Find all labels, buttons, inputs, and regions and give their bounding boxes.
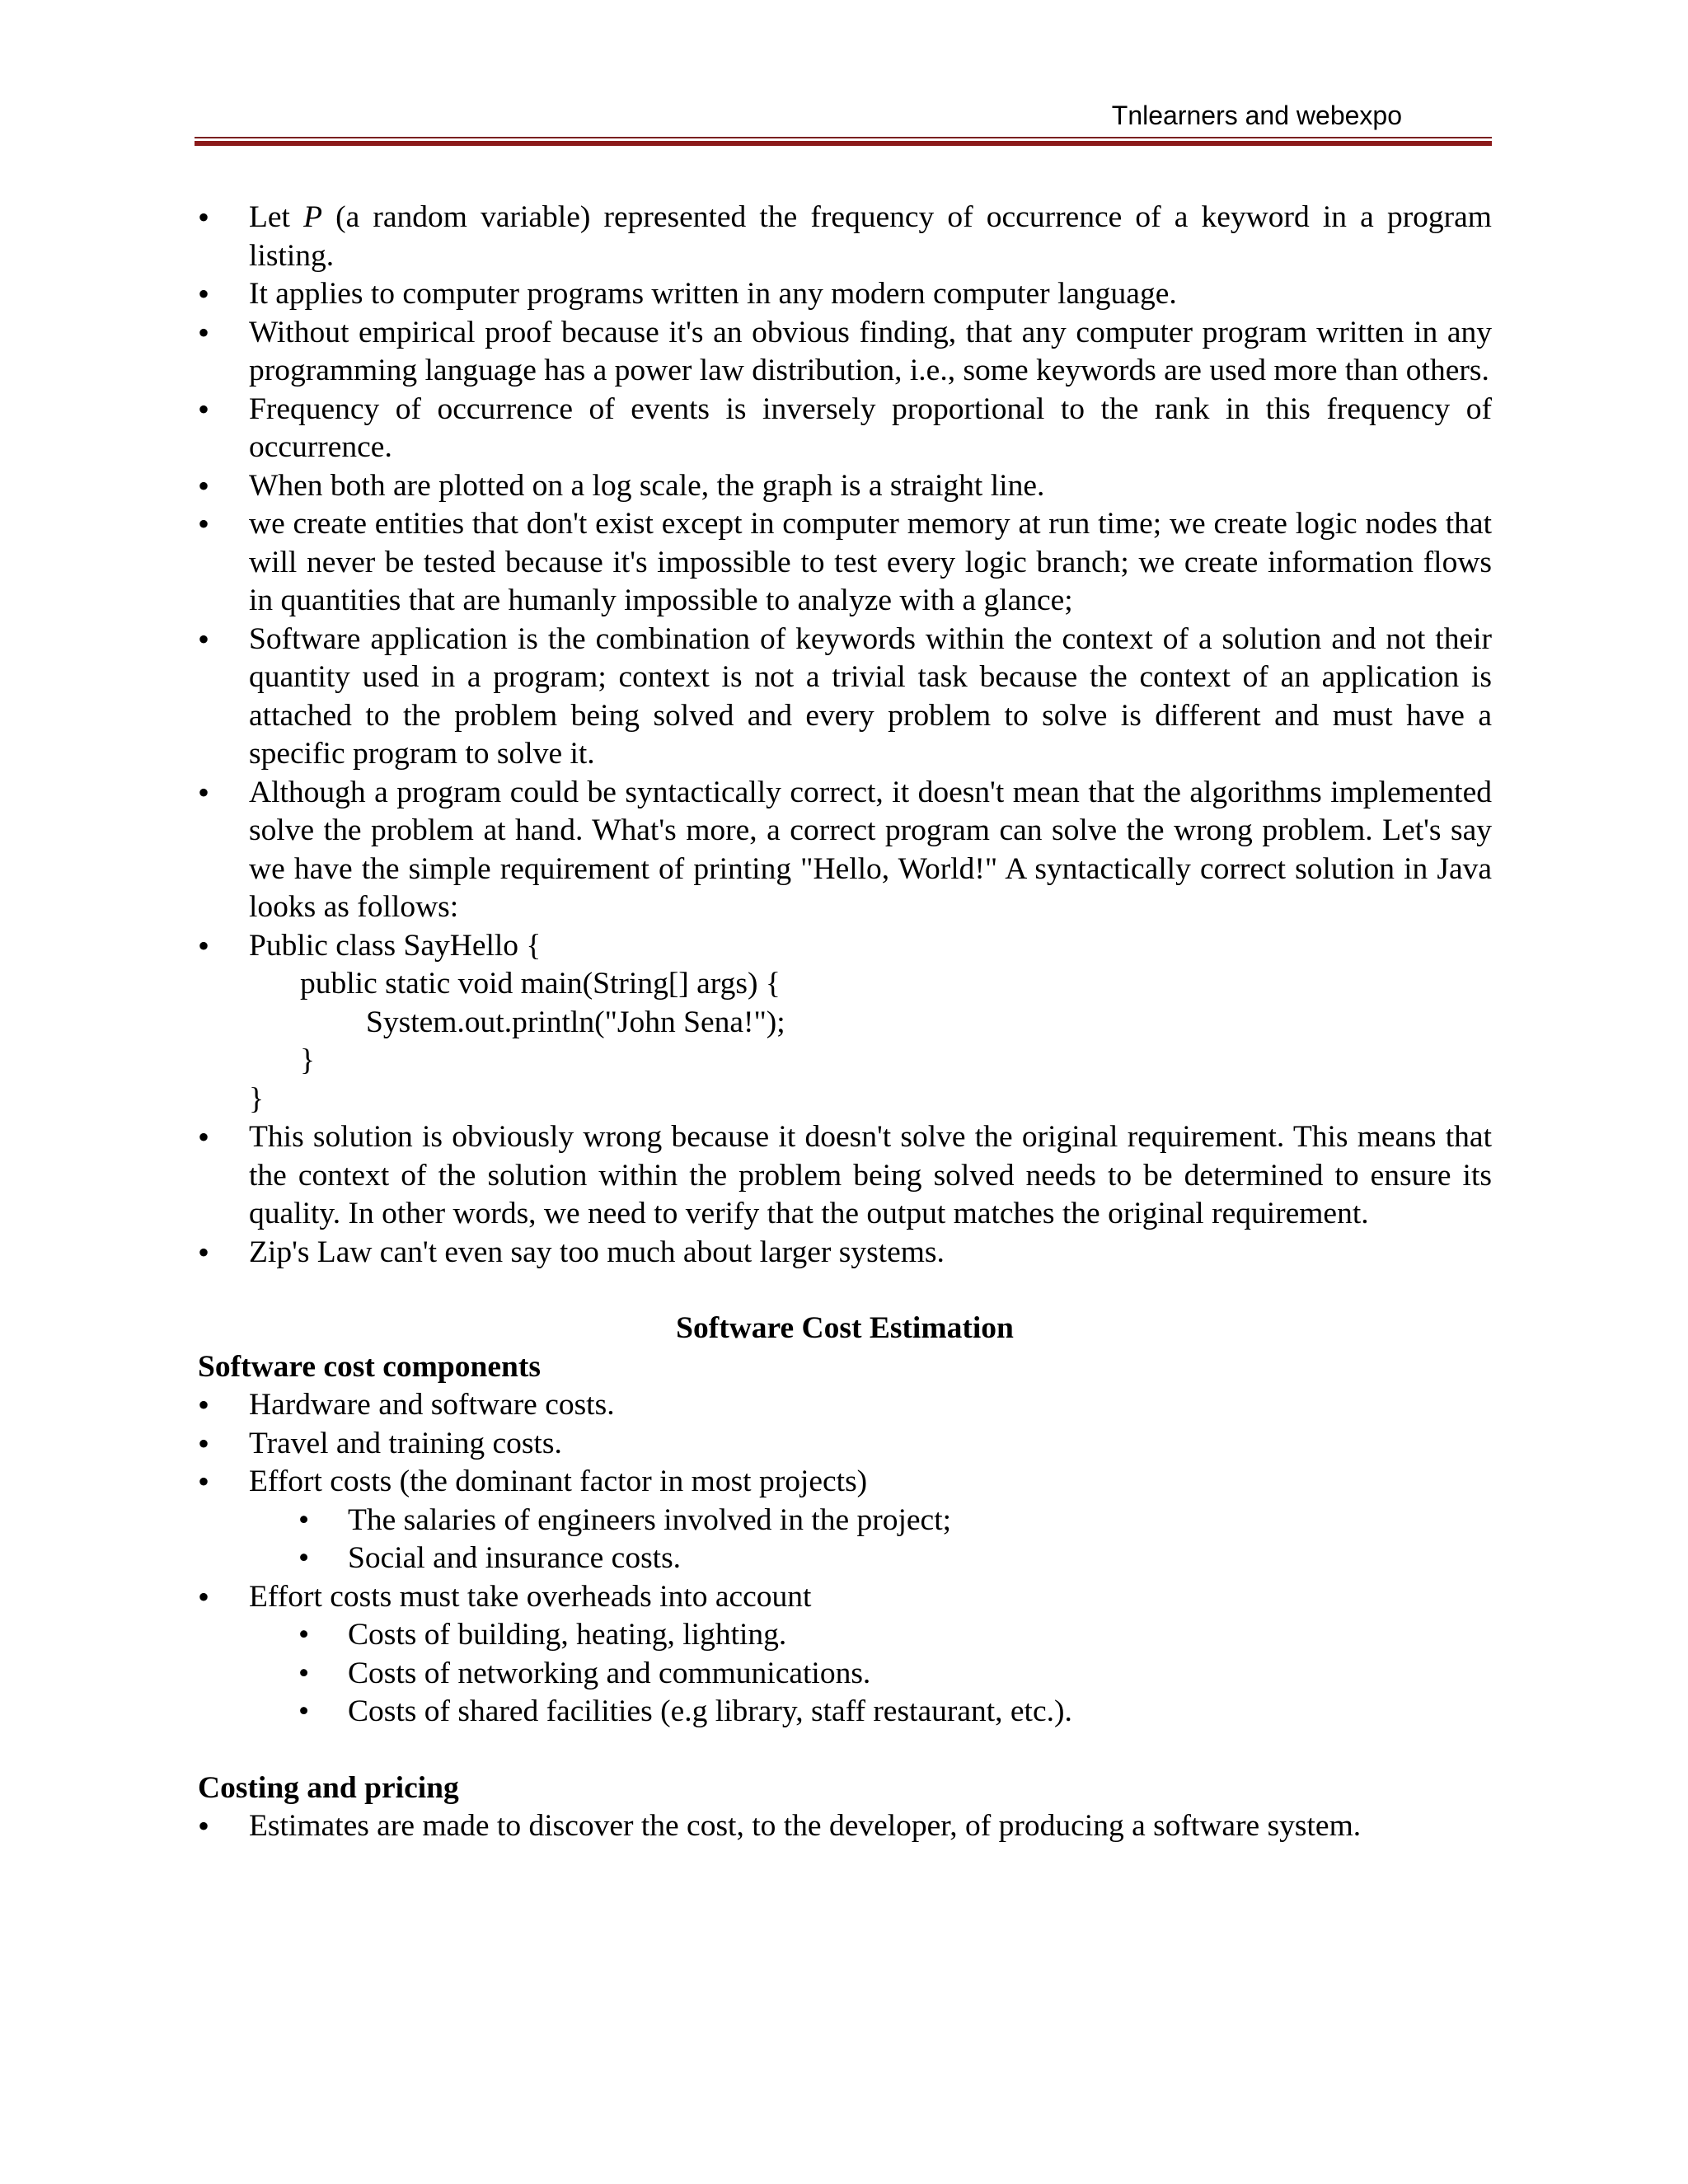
- spacer: [198, 1732, 1492, 1769]
- code-line: }: [249, 1081, 264, 1116]
- list-item: • It applies to computer programs written in any modern computer language.: [198, 275, 1492, 314]
- code-line: System.out.println("John Sena!");: [366, 1005, 785, 1039]
- list-item: • we create entities that don't exist except in computer memory at run time; we create logic nodes that will never be tested because it's impossible to test every logic branch; we create information flows in quantities that are humanly impossible to analyze with a glance;: [198, 505, 1492, 621]
- list-item-text: Effort costs (the dominant factor in most projects): [249, 1465, 868, 1498]
- bullet-list-overheads: [198, 1578, 1492, 1617]
- list-item: • Let P (a random variable) represented the frequency of occurrence of a keyword in a program listing.: [198, 199, 1492, 275]
- list-item: • Estimates are made to discover the cost, to the developer, of producing a software system.: [198, 1807, 1492, 1846]
- bullet-list-pricing: [198, 1807, 1492, 1846]
- header-rule-thick: [195, 141, 1492, 146]
- sub-list-overheads: [198, 1616, 1492, 1732]
- list-item: • Effort costs must take overheads into account: [198, 1578, 1492, 1617]
- sub-list-item: • Costs of shared facilities (e.g library, staff restaurant, etc.).: [198, 1693, 1492, 1732]
- code-line: • Public class SayHello {: [249, 928, 542, 963]
- bullet-list-top: [198, 199, 1492, 1272]
- code-line: public static void main(String[] args) {: [300, 967, 781, 1001]
- code-line: }: [300, 1043, 315, 1077]
- list-item: • When both are plotted on a log scale, the graph is a straight line.: [198, 467, 1492, 506]
- bullet-list-components: [198, 1386, 1492, 1502]
- document-body: [198, 199, 1492, 1846]
- list-item: • Travel and training costs.: [198, 1425, 1492, 1464]
- list-item: • This solution is obviously wrong because it doesn't solve the original requirement. This means that the context of the solution within the problem being solved needs to be determined to ensure its quality. In other words, we need to verify that the output matches the original requirement.: [198, 1118, 1492, 1234]
- code-snippet: [198, 927, 1492, 1119]
- sub-list-item: • Social and insurance costs.: [198, 1540, 1492, 1578]
- variable-p: P: [303, 200, 323, 234]
- list-item: • Frequency of occurrence of events is inversely proportional to the rank in this frequency of occurrence.: [198, 391, 1492, 467]
- list-item: • Software application is the combination of keywords within the context of a solution and not their quantity used in a program; context is not a trivial task because the context of an application is attached to the problem being solved and every problem to solve is different and must have a specific program to solve it.: [198, 621, 1492, 774]
- list-item: • Although a program could be syntactically correct, it doesn't mean that the algorithms implemented solve the problem at hand. What's more, a correct program can solve the wrong problem. Let's say we have the simple requirement of printing "Hello, World!" A syntactically correct solution in Java looks as follows:: [198, 774, 1492, 927]
- sub-list-effort: [198, 1502, 1492, 1578]
- page-header: Tnlearners and webexpo: [1111, 101, 1402, 130]
- sub-list-item: • Costs of building, heating, lighting.: [198, 1616, 1492, 1655]
- sub-heading-pricing: Costing and pricing: [198, 1770, 459, 1805]
- sub-list-item: • The salaries of engineers involved in the project;: [198, 1502, 1492, 1540]
- list-item: • Without empirical proof because it's an obvious finding, that any computer program written in any programming language has a power law distribution, i.e., some keywords are used more than others.: [198, 314, 1492, 391]
- sub-list-item: • Costs of networking and communications.: [198, 1655, 1492, 1694]
- list-item: [198, 1463, 1492, 1502]
- sub-heading-components: Software cost components: [198, 1349, 541, 1384]
- header-rule-thin: [195, 137, 1492, 138]
- section-title: Software Cost Estimation: [676, 1311, 1014, 1345]
- list-item: • Zip's Law can't even say too much about larger systems.: [198, 1234, 1492, 1272]
- list-item: • Hardware and software costs.: [198, 1386, 1492, 1425]
